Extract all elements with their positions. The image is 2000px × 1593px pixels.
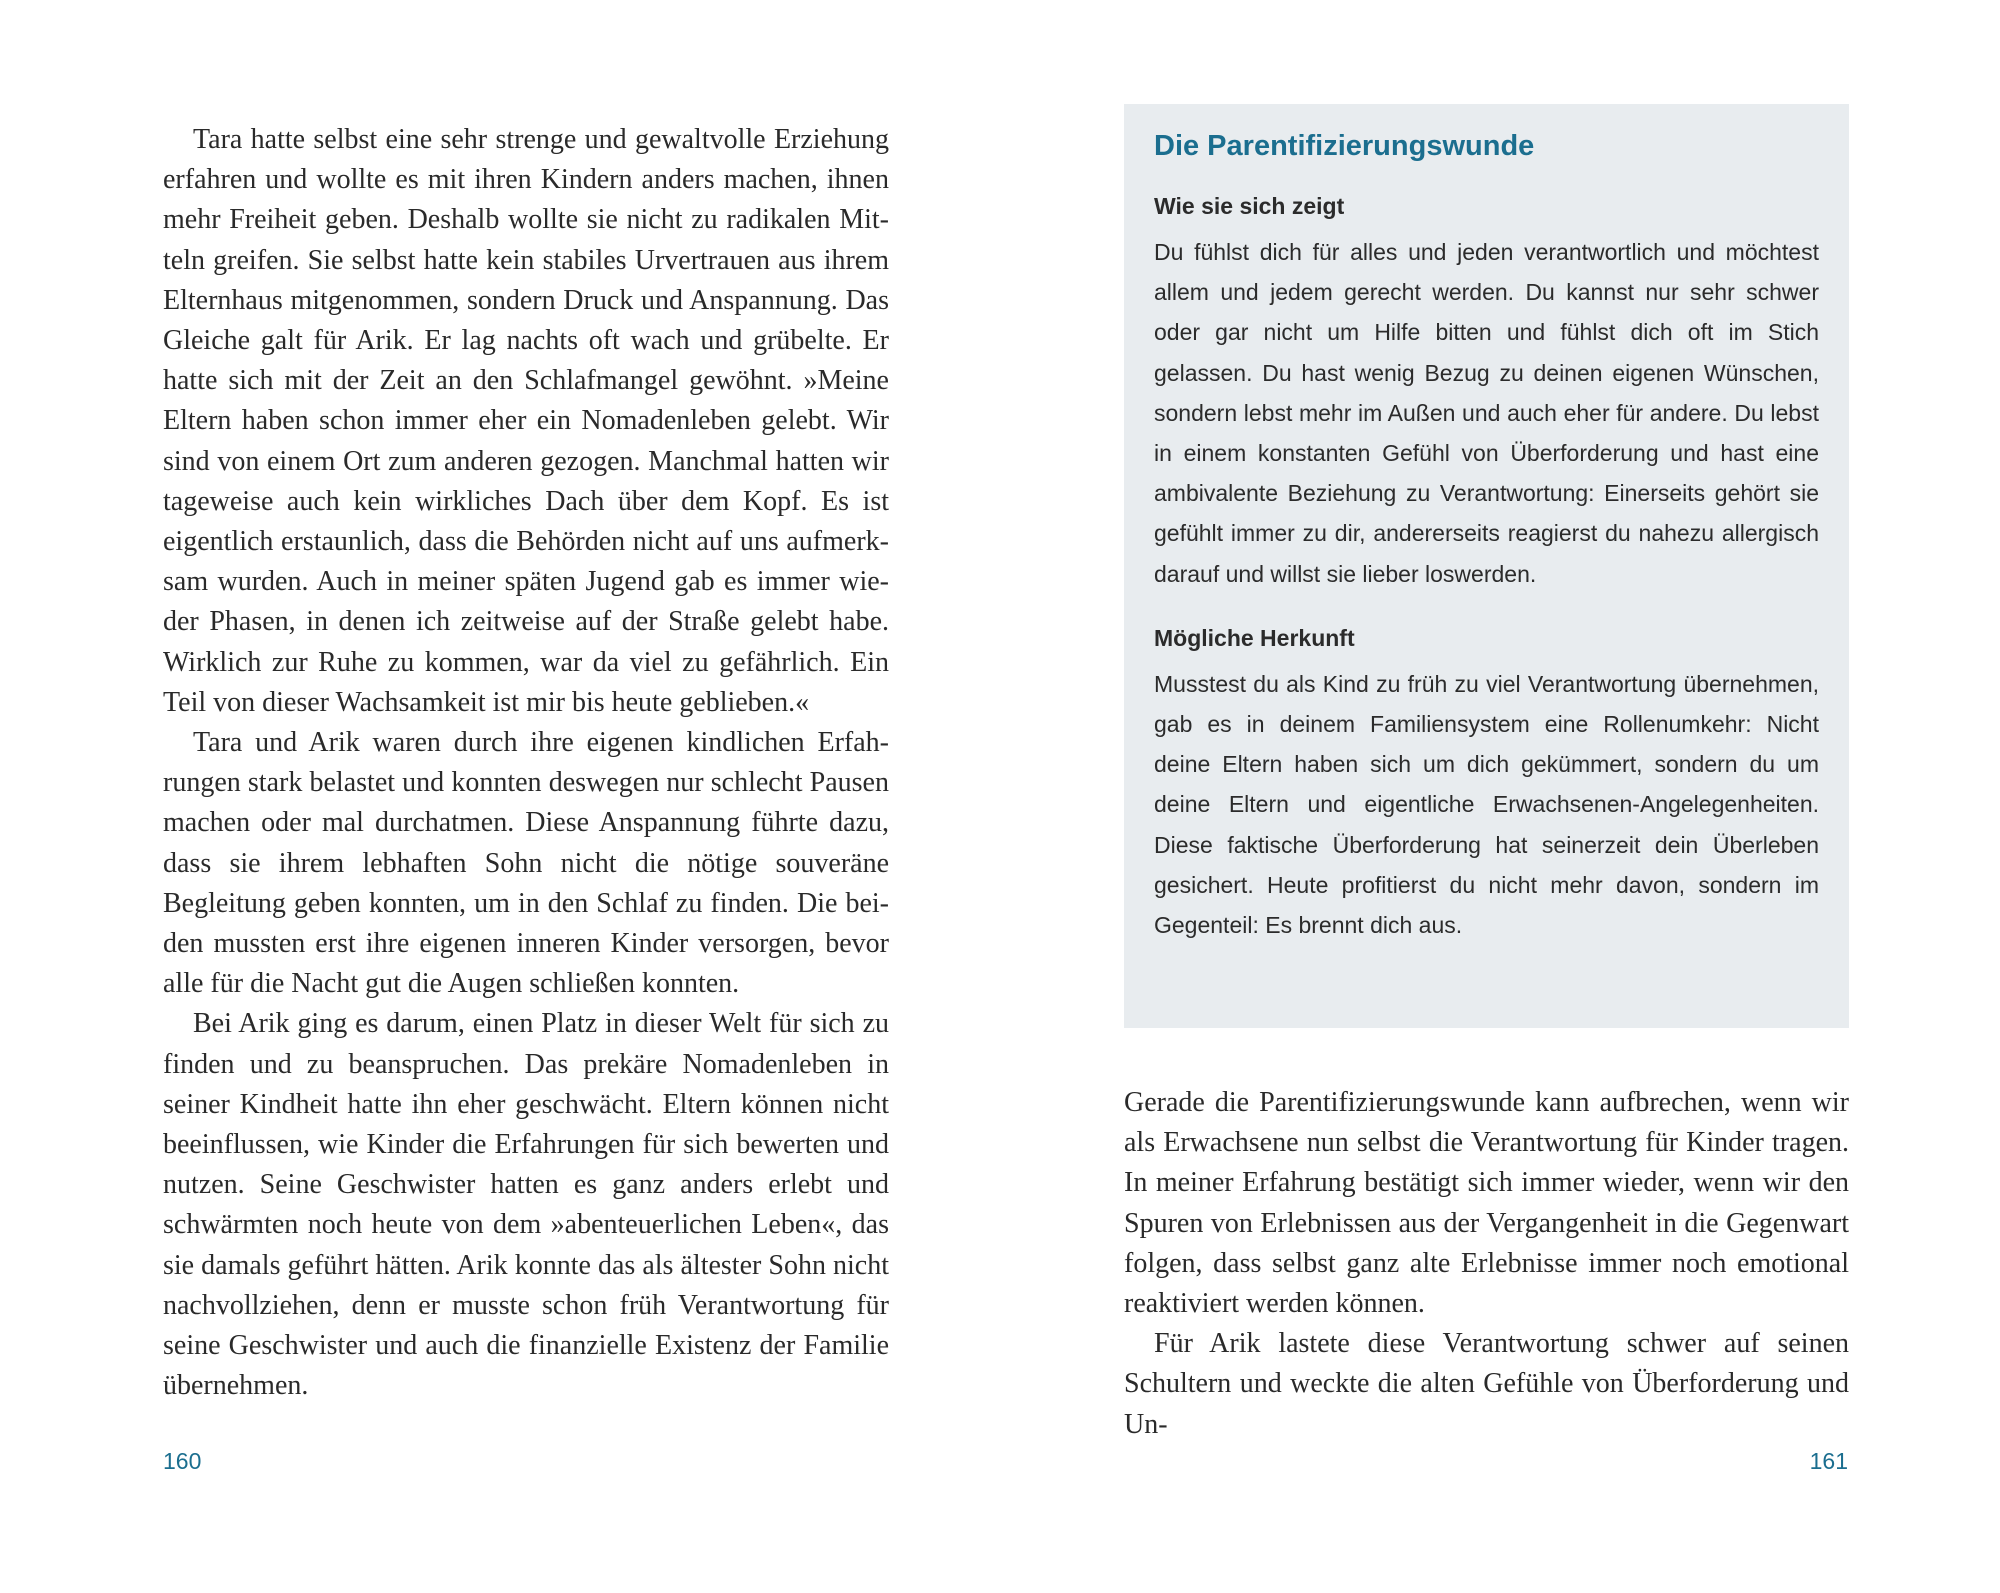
body-paragraph: Gerade die Parentifizierungswunde kann aufbrechen, wenn wir als Erwachsene nun selbst die Verantwortung für Kinder tragen. In meiner Erfahrung bestätigt sich immer wieder, wenn wir den Spuren von Erlebnissen aus der Vergangenheit in die Gegenwart folgen, dass selbst ganz alte Erlebnisse immer noch emotional reaktiviert werden können.: [1124, 1087, 1849, 1320]
info-box-spacer: [1154, 594, 1819, 620]
right-page-body: [1124, 1083, 1849, 1445]
body-paragraph: Tara hatte selbst eine sehr strenge und gewaltvolle Erziehung erfahren und wollte es mit ihren Kindern anders machen, ihnen mehr Freiheit geben. Deshalb wollte sie nicht zu radikalen Mitteln greifen. Sie selbst hatte kein stabiles Urvertrauen aus ihrem Elternhaus mitgenommen, sondern Druck und Anspannung. Das Gleiche galt für Arik. Er lag nachts oft wach und grübelte. Er hatte sich mit der Zeit an den Schlafmangel gewöhnt. »Meine Eltern haben schon immer eher ein Nomadenleben gelebt. Wir sind von einem Ort zum anderen gezogen. Manchmal hatten wir tageweise auch kein wirkliches Dach über dem Kopf. Es ist eigentlich erstaunlich, dass die Behörden nicht auf uns aufmerksam wurden. Auch in meiner späten Jugend gab es immer wieder Phasen, in denen ich zeitweise auf der Straße gelebt habe. Wirklich zur Ruhe zu kommen, war da viel zu gefährlich. Ein Teil von dieser Wachsamkeit ist mir bis heute geblieben.«: [163, 124, 889, 718]
page-number: 161: [1809, 1448, 1848, 1474]
body-paragraph: Tara und Arik waren durch ihre eigenen kindlichen Erfahrungen stark belastet und konnten deswegen nur schlecht Pausen machen oder mal durchatmen. Diese Anspannung führte dazu, dass sie ihrem lebhaften Sohn nicht die nötige souveräne Begleitung geben konnten, um in den Schlaf zu finden. Die beiden mussten erst ihre eigenen inneren Kinder versorgen, bevor alle für die Nacht gut die Augen schließen konnten.: [163, 727, 889, 1000]
left-page-body: [163, 120, 889, 1407]
info-box-text-origin: Musstest du als Kind zu früh zu viel Verantwortung übernehmen, gab es in deinem Familiensystem eine Rollenumkehr: Nicht deine Eltern haben sich um dich gekümmert, sondern du um deine Eltern und eigentliche Erwachsenen-Angelegenheiten. Diese faktische Überforderung hat seinerzeit dein Überleben gesichert. Heute profitierst du nicht mehr davon, sondern im Gegenteil: Es brennt dich aus.: [1154, 670, 1819, 939]
info-box-text-how-it-shows: Du fühlst dich für alles und jeden verantwortlich und möchtest allem und jedem gerecht werden. Du kannst nur sehr schwer oder gar nicht um Hilfe bitten und fühlst dich oft im Stich gelassen. Du hast wenig Bezug zu deinen eigenen Wünschen, sondern lebst mehr im Außen und auch eher für andere. Du lebst in einem konstanten Gefühl von Überforderung und hast eine ambivalente Beziehung zu Verantwortung: Einerseits gehört sie gefühlt immer zu dir, andererseits reagierst du nahezu allergisch darauf und willst sie lieber loswerden.: [1154, 239, 1819, 587]
info-box: [1124, 104, 1849, 1028]
body-paragraph: Bei Arik ging es darum, einen Platz in dieser Welt für sich zu finden und zu beanspruchen. Das prekäre Nomadenleben in seiner Kindheit hatte ihn eher geschwächt. Eltern können nicht beeinflussen, wie Kinder die Erfahrungen für sich bewerten und nutzen. Seine Geschwister hatten es ganz anders erlebt und schwärmten noch heute von dem »abenteuerlichen Leben«, das sie damals geführt hätten. Arik konnte das als ältester Sohn nicht nachvollziehen, denn er musste schon früh Verantwortung für seine Geschwister und auch die finanzielle Existenz der Familie übernehmen.: [163, 1008, 889, 1402]
info-box-title: Die Parentifizierungswunde: [1154, 130, 1535, 162]
info-box-heading-how-it-shows: Wie sie sich zeigt: [1154, 193, 1345, 219]
page-number: 160: [163, 1448, 202, 1474]
body-paragraph: Für Arik lastete diese Verantwortung schwer auf seinen Schultern und weckte die alten Gefühle von Überforderung und Un-: [1124, 1328, 1849, 1440]
info-box-heading-origin: Mögliche Herkunft: [1154, 624, 1355, 651]
right-page: [1000, 0, 2000, 1593]
